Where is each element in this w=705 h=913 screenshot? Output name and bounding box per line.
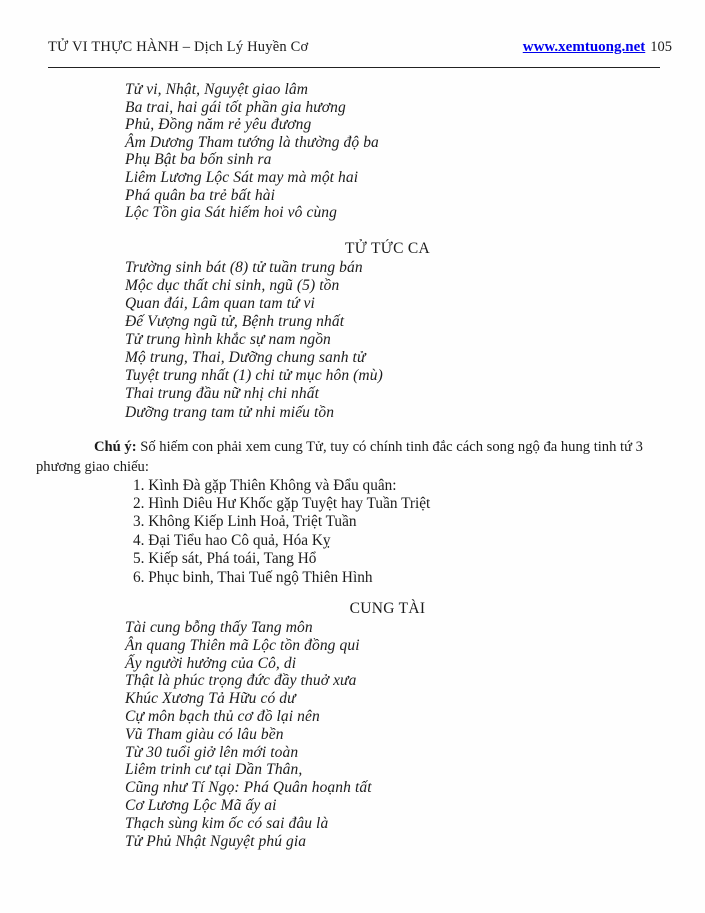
verse-block-tu-tuc-ca [125,259,705,422]
list-item: 6. Phục binh, Thai Tuế ngộ Thiên Hình [133,568,373,586]
verse-line: Cơ Lương Lộc Mã ấy ai [125,797,277,814]
verse-line: Quan đái, Lâm quan tam tứ vi [125,294,315,312]
note-text: Số hiếm con phải xem cung Tử, tuy có chính tinh đắc cách song ngộ đa hung tinh tứ 3 phương giao chiếu: [36,438,643,475]
verse-line: Phụ Bật ba bốn sinh ra [125,151,272,169]
list-item: 4. Đại Tiểu hao Cô quả, Hóa Kỵ [133,531,331,549]
verse-line: Liêm trinh cư tại Dần Thân, [125,761,303,779]
book-title: TỬ VI THỰC HÀNH – Dịch Lý Huyền Cơ [48,39,309,55]
header-right [523,38,672,57]
verse-line: Phá quân ba trẻ bất hài [125,186,275,204]
verse-block-cung-tai [125,619,705,850]
verse-line: Tử trung hình khắc sự nam ngồn [125,331,331,349]
note-label: Chú ý: [94,438,137,455]
section-heading-tu-tuc-ca: TỬ TỨC CA [344,239,431,257]
verse-line: Mộc dục thất chi sinh, ngũ (5) tồn [125,276,340,294]
verse-line: Dưỡng trang tam tử nhi miếu tồn [125,403,335,421]
verse-line: Thai trung đầu nữ nhị chi nhất [125,385,320,403]
verse-line: Ba trai, hai gái tốt phần gia hương [125,98,346,116]
verse-line: Tài cung bỗng thấy Tang môn [125,619,313,637]
verse-line: Mộ trung, Thai, Dưỡng chung sanh tử [125,349,366,367]
verse-line: Tử vi, Nhật, Nguyệt giao lâm [125,81,309,98]
section-heading-cung-tai: CUNG TÀI [349,600,426,618]
note-paragraph [36,437,672,477]
verse-line: Trường sinh bát (8) tử tuần trung bán [125,258,363,276]
list-item: 2. Hình Diêu Hư Khốc gặp Tuyệt hay Tuần Triệt [133,495,431,512]
list-item: 1. Kình Đà gặp Thiên Không và Đẩu quân: [133,476,397,494]
verse-line: Ân quang Thiên mã Lộc tồn đồng qui [125,636,360,654]
verse-block-tu-tuc-intro [125,81,705,222]
verse-line: Khúc Xương Tả Hữu có dư [125,690,296,708]
verse-line: Lộc Tồn gia Sát hiếm hoi vô cùng [125,204,338,222]
page-header [48,0,672,57]
verse-line: Ấy người hưởng của Cô, di [125,654,297,672]
verse-line: Liêm Lương Lộc Sát may mà một hai [125,168,359,186]
verse-line: Tử Phủ Nhật Nguyệt phú gia [125,832,307,850]
list-item: 5. Kiếp sát, Phá toái, Tang Hổ [133,550,317,568]
verse-line: Từ 30 tuổi giở lên mới toàn [125,743,299,761]
verse-line: Âm Dương Tham tướng là thường độ ba [125,133,379,151]
page-number: 105 [650,39,672,55]
verse-line: Thật là phúc trọng đức đầy thuở xưa [125,672,357,690]
condition-list [133,477,705,587]
verse-line: Đế Vượng ngũ tử, Bệnh trung nhất [125,313,345,331]
list-item: 3. Không Kiếp Linh Hoả, Triệt Tuần [133,513,357,531]
header-divider [48,67,660,68]
verse-line: Cự môn bạch thủ cơ đồ lại nên [125,708,320,726]
verse-line: Vũ Tham giàu có lâu bền [125,725,284,743]
website-link[interactable]: www.xemtuong.net [522,39,646,55]
verse-line: Thạch sùng kim ốc có sai đâu là [125,814,329,832]
verse-line: Tuyệt trung nhất (1) chi tử mục hôn (mù) [125,367,383,385]
verse-line: Cũng như Tí Ngọ: Phá Quân hoạnh tất [125,779,372,797]
verse-line: Phủ, Đồng năm rẻ yêu đương [125,116,312,134]
